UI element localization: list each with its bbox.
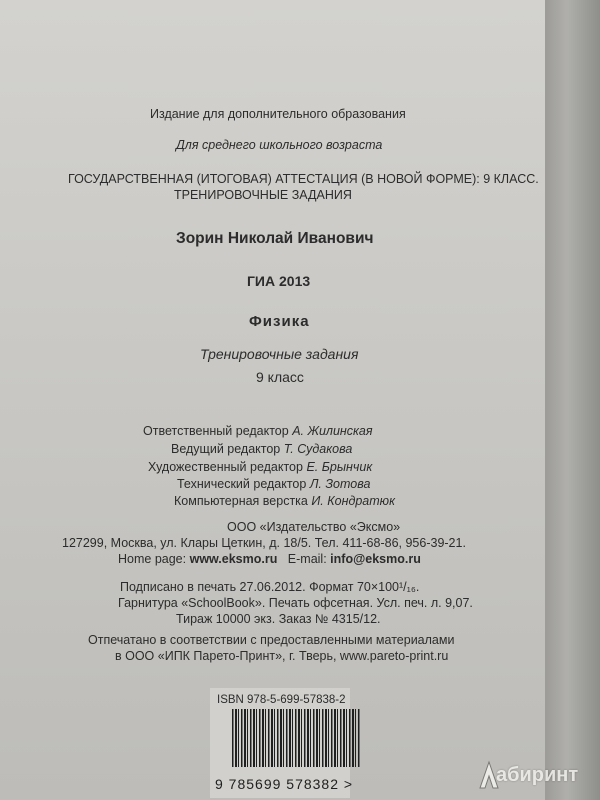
credit-line	[148, 460, 372, 474]
print-signed-line: Подписано в печать 27.06.2012. Формат 70×100¹/₁₆.	[120, 580, 420, 594]
book-subtitle: Тренировочные задания	[200, 346, 359, 362]
credit-person: А. Жилинская	[292, 424, 373, 438]
credit-role: Технический редактор	[177, 477, 307, 491]
home-page-url[interactable]: www.eksmo.ru	[189, 552, 278, 566]
publisher-name: ООО «Издательство «Эксмо»	[227, 520, 401, 534]
credit-person: Т. Судакова	[283, 442, 353, 456]
isbn-label: ISBN 978-5-699-57838-2	[217, 694, 346, 706]
credit-line	[171, 442, 352, 456]
labirint-watermark	[478, 760, 579, 795]
credit-role: Ведущий редактор	[171, 442, 281, 456]
credit-person: Л. Зотова	[309, 477, 371, 491]
publisher-address: 127299, Москва, ул. Клары Цеткин, д. 18/5. Тел. 411-68-86, 956-39-21.	[62, 536, 466, 550]
exam-title: ГИА 2013	[247, 273, 311, 289]
credit-line	[177, 477, 370, 491]
credit-person: И. Кондратюк	[311, 494, 395, 508]
barcode-digits: 9 785699 578382 >	[215, 776, 354, 792]
typeface-line: Гарнитура «SchoolBook». Печать офсетная. Усл. печ. л. 9,07.	[118, 596, 473, 610]
series-line-2: ТРЕНИРОВОЧНЫЕ ЗАДАНИЯ	[174, 188, 352, 202]
credit-person: Е. Брынчик	[306, 460, 373, 474]
barcode	[232, 709, 360, 767]
credit-line	[143, 424, 373, 438]
publisher-contacts	[118, 552, 421, 566]
series-line-1: ГОСУДАРСТВЕННАЯ (ИТОГОВАЯ) АТТЕСТАЦИЯ (В НОВОЙ ФОРМЕ): 9 КЛАСС.	[68, 172, 539, 186]
print-run-line: Тираж 10000 экз. Заказ № 4315/12.	[176, 612, 381, 626]
author-name: Зорин Николай Иванович	[176, 230, 374, 247]
email-label: E-mail:	[287, 552, 327, 566]
grade: 9 класс	[256, 369, 304, 385]
home-page-label: Home page:	[118, 552, 187, 566]
edition-type: Издание для дополнительного образования	[150, 107, 406, 121]
subject-title: Физика	[249, 313, 310, 330]
credit-role: Компьютерная верстка	[174, 494, 308, 508]
credit-role: Художественный редактор	[148, 460, 303, 474]
credit-line	[174, 494, 395, 508]
printed-in-line-2: в ООО «ИПК Парето-Принт», г. Тверь, www.pareto-print.ru	[115, 649, 449, 663]
printed-in-line-1: Отпечатано в соответствии с предоставленными материалами	[88, 633, 455, 647]
credit-role: Ответственный редактор	[143, 424, 289, 438]
watermark-text: абиринт	[496, 764, 579, 786]
age-group: Для среднего школьного возраста	[176, 138, 383, 152]
email-address[interactable]: info@eksmo.ru	[330, 552, 421, 566]
page-edge-shadow	[545, 0, 600, 800]
